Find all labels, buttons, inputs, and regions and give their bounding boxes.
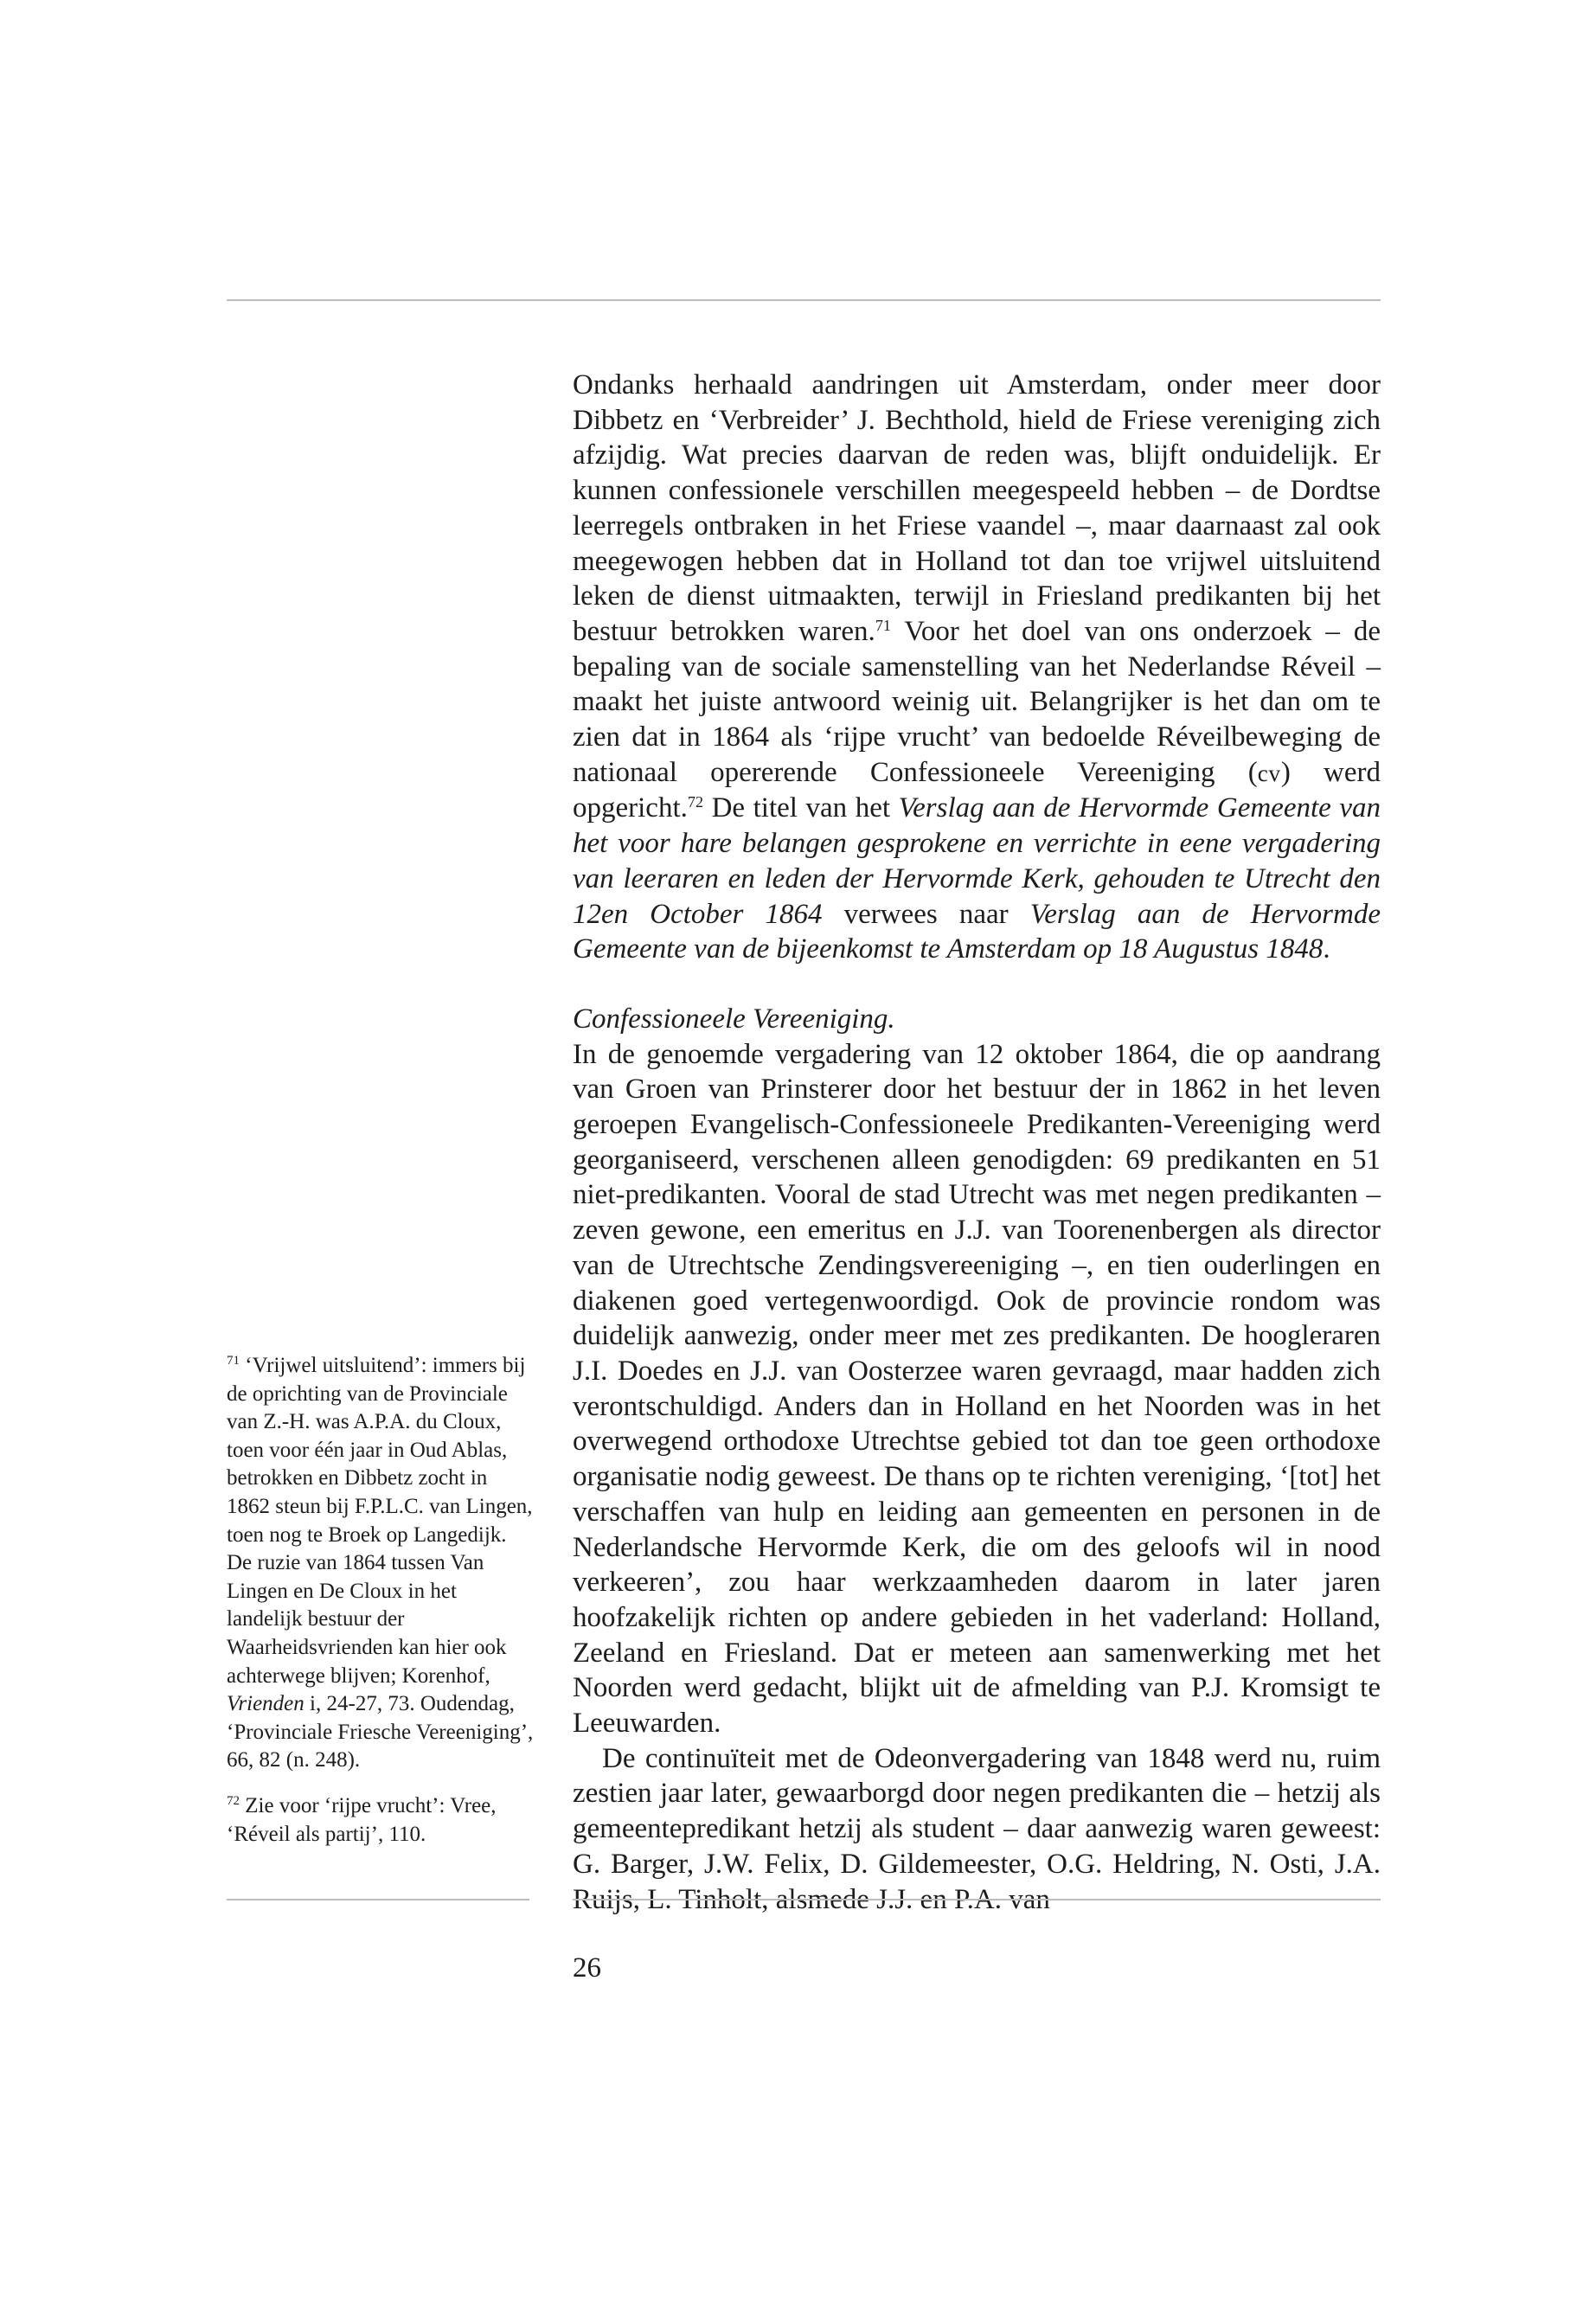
page-number: 26 xyxy=(573,1952,601,1984)
footnotes-bottom-rule xyxy=(227,1899,529,1900)
main-text-column xyxy=(573,368,1381,1917)
text-bottom-rule xyxy=(573,1899,1381,1900)
footnote-71-italic: Vrienden xyxy=(227,1692,304,1716)
paragraph-1-text-b: Voor het doel van ons onderzoek – de bepaling van de sociale samenstelling van het Nederlandse Réveil – maakt het juiste antwoord weinig uit. Belangrijker is het dan om te zien dat in 1864 als ‘rijpe vrucht’ van bedoelde Réveilbeweging de nationaal opererende Confessioneele Vereeniging ( xyxy=(573,615,1381,788)
paragraph-1 xyxy=(573,368,1381,967)
footnote-72 xyxy=(227,1792,534,1849)
section-heading: Confessioneele Vereeniging. xyxy=(573,1003,895,1035)
footnote-71 xyxy=(227,1352,534,1775)
italic-title-verslag-1864: Verslag aan de Hervormde Gemeente van het voor hare belangen gesprokene en verrichte in eene vergadering van leeraren en leden der Hervormde Kerk, gehouden te Utrecht den 12en October 1864 xyxy=(573,792,1381,930)
paragraph-1-text-c: ) werd opgericht. xyxy=(573,756,1381,824)
footnotes-column xyxy=(227,1352,534,1849)
footnote-71-text-b: i, 24-27, 73. Oudendag, ‘Provinciale Friesche Vereeniging’, 66, 82 (n. 248). xyxy=(227,1692,534,1772)
footnote-ref-71[interactable]: 71 xyxy=(875,617,891,635)
italic-title-verslag-1848: Verslag aan de Hervormde Gemeente van de bijeenkomst te Amsterdam op 18 Augustus 1848 xyxy=(573,898,1381,965)
footnote-ref-72[interactable]: 72 xyxy=(687,793,704,811)
section-gap xyxy=(573,967,1381,1002)
paragraph-3: De continuïteit met de Odeonvergadering van 1848 werd nu, ruim zestien jaar later, gewaarborgd door negen predikanten die – hetzij als gemeentepredikant hetzij als student – daar aanwezig waren geweest: G. Barger, J.W. Felix, D. Gildemeester, O.G. Heldring, N. Osti, J.A. Ruijs, L. Tinholt, alsmede J.J. en P.A. van xyxy=(573,1742,1381,1915)
footnote-71-text-a: ‘Vrijwel uitsluitend’: immers bij de oprichting van de Provinciale van Z.-H. was A.P.A. du Cloux, toen voor één jaar in Oud Ablas, betrokken en Dibbetz zocht in 1862 steun bij F.P.L.C. van Lingen, toen nog te Broek op Langedijk. De ruzie van 1864 tussen Van Lingen en De Cloux in het landelijk bestuur der Waarheidsvrienden kan hier ook achterwege blijven; Korenhof, xyxy=(227,1354,533,1688)
paragraph-2: In de genoemde vergadering van 12 oktober 1864, die op aandrang van Groen van Prinsterer door het bestuur der in 1862 in het leven geroepen Evangelisch-Confessioneele Predikanten-Vereeniging werd georganiseerd, verschenen alleen genodigden: 69 predikanten en 51 niet-predikanten. Vooral de stad Utrecht was met negen predikanten – zeven gewone, een emeritus en J.J. van Toorenenbergen als director van de Utrechtsche Zendingsvereeniging –, en tien ouderlingen en diakenen goed vertegenwoordigd. Ook de provincie rondom was duidelijk aanwezig, onder meer met zes predikanten. De hoogleraren J.I. Doedes en J.J. van Oosterzee waren gevraagd, maar hadden zich verontschuldigd. Anders dan in Holland en het Noorden was in het overwegend orthodoxe Utrechtse gebied tot dan toe geen orthodoxe organisatie nodig geweest. De thans op te richten vereniging, ‘[tot] het verschaffen van hulp en leiding aan gemeenten en personen in de Nederlandsche Hervormde Kerk, die om des geloofs wil in nood verkeeren’, zou haar werkzaamheden daarom in later jaren hoofzakelijk richten op andere gebieden in het vaderland: Holland, Zeeland en Friesland. Dat er meteen aan samenwerking met het Noorden werd gedacht, blijkt uit de afmelding van P.J. Kromsigt te Leeuwarden. xyxy=(573,1038,1381,1740)
abbreviation-cv: cv xyxy=(1257,760,1281,786)
paragraph-1-text-d: De titel van het xyxy=(703,792,899,824)
footnote-72-number: 72 xyxy=(227,1793,240,1808)
paragraph-1-text-e: verwees naar xyxy=(822,898,1030,930)
paragraph-1-text-a: Ondanks herhaald aandringen uit Amsterdam, onder meer door Dibbetz en ‘Verbreider’ J. Bechthold, hield de Friese vereniging zich afzijdig. Wat precies daarvan de reden was, blijft onduidelijk. Er kunnen confessionele verschillen meegespeeld hebben – de Dordtse leerregels ontbraken in het Friese vaandel –, maar daarnaast zal ook meegewogen hebben dat in Holland tot dan toe vrijwel uitsluitend leken de dienst uitmaakten, terwijl in Friesland predikanten bij het bestuur betrokken waren. xyxy=(573,369,1381,647)
header-rule xyxy=(227,299,1381,301)
footnote-71-number: 71 xyxy=(227,1354,240,1368)
footnote-72-text: Zie voor ‘rijpe vrucht’: Vree, ‘Réveil als partij’, 110. xyxy=(227,1793,497,1846)
paragraph-1-text-f: . xyxy=(1323,933,1330,965)
